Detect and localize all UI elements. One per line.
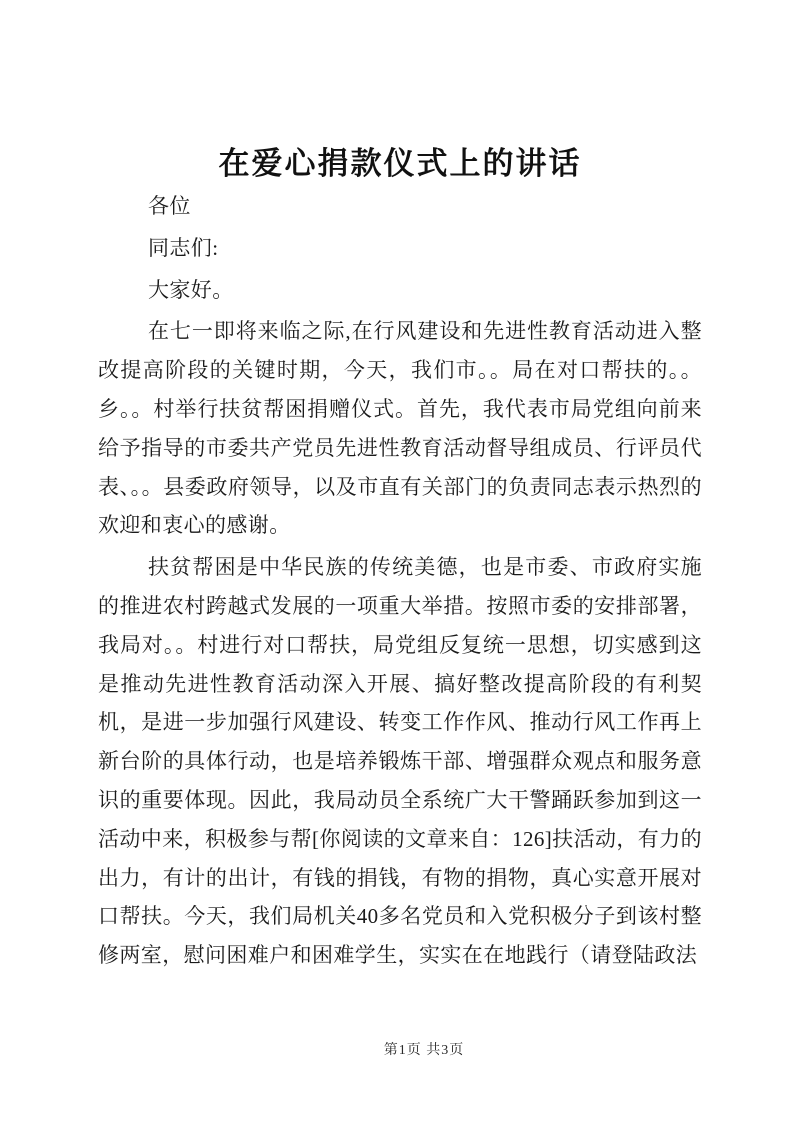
greeting-line-2: 同志们: xyxy=(148,235,219,260)
body-paragraph-1: 在七一即将来临之际,在行风建设和先进性教育活动进入整改提高阶段的关键时期，今天，我们市。。局在对口帮扶的。。乡。。村举行扶贫帮困捐赠仪式。首先，我代表市局党组向前来给予指导的市委共产党员先进性教育活动督导组成员、行评员代表、。。县委政府领导，以及市直有关部门的负责同志表示热烈的欢迎和衷心的感谢。 xyxy=(98,319,702,538)
page-number-footer: 第1页 共3页 xyxy=(383,1043,465,1058)
document-title: 在爱心捐款仪式上的讲话 xyxy=(218,146,582,181)
greeting-line-1: 各位 xyxy=(148,194,191,218)
body-paragraph-2: 扶贫帮困是中华民族的传统美德，也是市委、市政府实施的推进农村跨越式发展的一项重大举措。按照市委的安排部署，我局对。。村进行对口帮扶，局党组反复统一思想，切实感到这是推动先进性教育活动深入开展、搞好整改提高阶段的有利契机，是进一步加强行风建设、转变工作作风、推动行风工作再上新台阶的具体行动，也是培养锻炼干部、增强群众观点和服务意识的重要体现。因此，我局动员全系统广大干警踊跃参加到这一活动中来，积极参与帮[你阅读的文章来自：126]扶活动，有力的出力，有计的出计，有钱的捐钱，有物的捐物，真心实意开展对口帮扶。今天，我们局机关40多名党员和入党积极分子到该村整修两室，慰问困难户和困难学生，实实在在地践行（请登陆政法 xyxy=(98,555,702,968)
greeting-line-3: 大家好。 xyxy=(148,277,234,302)
document-content xyxy=(98,140,702,978)
